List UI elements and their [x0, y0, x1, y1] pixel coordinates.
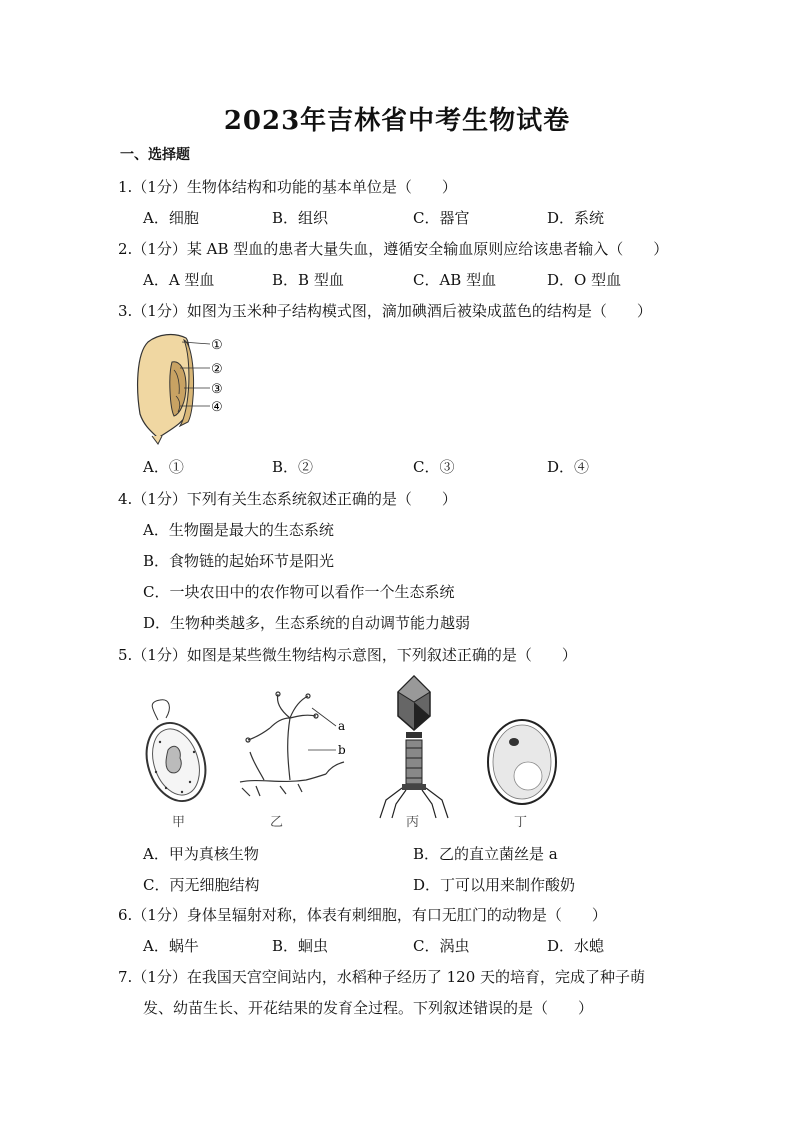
mold-figure: [240, 692, 344, 796]
seed-label-3: ③: [211, 382, 223, 397]
q3-option-a: A．①: [143, 458, 184, 476]
q3-option-d: D．④: [547, 458, 590, 476]
q5-option-c: C．丙无细胞结构: [143, 876, 260, 894]
label-jia: 甲: [172, 815, 186, 830]
q6-option-b: B．蛔虫: [272, 937, 329, 955]
q1-option-c: C．器官: [413, 209, 470, 227]
corn-seed-diagram: [130, 330, 240, 445]
bacterium-figure: [137, 700, 215, 809]
q1-option-a: A．细胞: [143, 209, 199, 227]
q6-option-a: A．蜗牛: [143, 937, 199, 955]
label-bing: 丙: [406, 815, 420, 830]
seed-label-4: ④: [211, 400, 223, 415]
seed-label-1: ①: [211, 338, 223, 353]
question-2-stem: 2.（1分）某 AB 型血的患者大量失血，遵循安全输血原则应给该患者输入（ ）: [118, 240, 669, 258]
q4-option-d: D．生物种类越多，生态系统的自动调节能力越弱: [143, 614, 471, 632]
q6-option-c: C．涡虫: [413, 937, 470, 955]
question-3-stem: 3.（1分）如图为玉米种子结构模式图，滴加碘酒后被染成蓝色的结构是（ ）: [118, 302, 652, 320]
seed-label-2: ②: [211, 362, 223, 377]
q1-option-b: B．组织: [272, 209, 329, 227]
q2-option-d: D．O 型血: [547, 271, 622, 289]
section-heading: 一、选择题: [120, 147, 190, 163]
q4-option-a: A．生物圈是最大的生态系统: [143, 521, 334, 539]
pointer-a: a: [338, 719, 346, 733]
question-5-stem: 5.（1分）如图是某些微生物结构示意图，下列叙述正确的是（ ）: [118, 646, 577, 664]
question-7-stem-line1: 7.（1分）在我国天宫空间站内，水稻种子经历了 120 天的培育，完成了种子萌: [118, 968, 646, 986]
yeast-figure: [488, 720, 556, 804]
q5-option-a: A．甲为真核生物: [143, 845, 259, 863]
page-title: 2023年吉林省中考生物试卷: [223, 106, 571, 136]
question-4-stem: 4.（1分）下列有关生态系统叙述正确的是（ ）: [118, 490, 457, 508]
question-6-stem: 6.（1分）身体呈辐射对称，体表有刺细胞，有口无肛门的动物是（ ）: [118, 906, 607, 924]
q4-option-b: B．食物链的起始环节是阳光: [143, 552, 335, 570]
q6-option-d: D．水螅: [547, 937, 605, 955]
q2-option-b: B．B 型血: [272, 271, 344, 289]
label-yi: 乙: [270, 815, 284, 830]
q4-option-c: C．一块农田中的农作物可以看作一个生态系统: [143, 583, 455, 601]
q2-option-c: C．AB 型血: [413, 271, 497, 289]
q3-option-b: B．②: [272, 458, 314, 476]
q3-option-c: C．③: [413, 458, 455, 476]
label-ding: 丁: [514, 815, 528, 830]
pointer-b: b: [338, 743, 346, 757]
question-1-stem: 1.（1分）生物体结构和功能的基本单位是（ ）: [118, 178, 457, 196]
q2-option-a: A．A 型血: [143, 271, 215, 289]
q5-option-b: B．乙的直立菌丝是 a: [413, 845, 558, 863]
q5-option-d: D．丁可以用来制作酸奶: [413, 876, 576, 894]
bacteriophage-figure: [380, 676, 448, 818]
microorganisms-diagram: [130, 672, 570, 832]
question-7-stem-line2: 发、幼苗生长、开花结果的发育全过程。下列叙述错误的是（ ）: [143, 999, 594, 1017]
q1-option-d: D．系统: [547, 209, 605, 227]
